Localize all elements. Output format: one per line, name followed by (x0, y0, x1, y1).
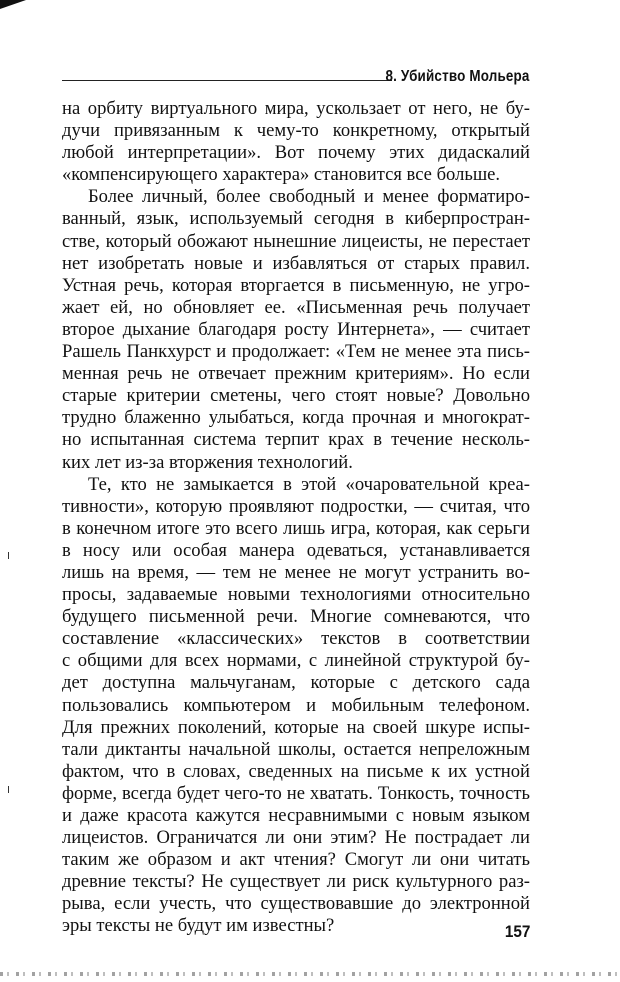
text-line: Устная речь, которая вторгается в письменную, не угро- (62, 274, 530, 296)
text-line: но испытанная система терпит крах в течение несколь- (62, 429, 530, 451)
text-line: Более личный, более свободный и менее форматиро- (88, 186, 530, 208)
text-line: дучи привязанным к чему-то конкретному, открытый (62, 120, 530, 142)
text-line: лишь на время, — тем не менее не могут устранить во- (62, 561, 530, 583)
paragraph-3 (62, 474, 530, 938)
text-line: пользовались компьютером и мобильным телефоном. (62, 694, 530, 716)
text-line: ванный, язык, используемый сегодня в киберпростран- (62, 208, 530, 230)
text-line: Те, кто не замыкается в этой «очаровательной креа- (88, 473, 530, 495)
text-line: фактом, что в словах, сведенных на письме к их устной (62, 760, 530, 782)
text-line: менная речь не отвечает прежним критериям». Но если (62, 363, 530, 385)
text-line: тали диктанты начальной школы, остается непреложным (62, 738, 530, 760)
text-line: нет изобретать новые и избавляться от старых правил. (62, 252, 530, 274)
corner-mark (0, 0, 26, 9)
scan-edge-noise (0, 972, 620, 976)
text-line: ких лет из-за вторжения технологий. (62, 451, 353, 473)
running-head (62, 58, 530, 86)
text-line: составление «классических» текстов в соответствии (62, 628, 530, 650)
paragraph-2 (62, 186, 530, 473)
text-line: в носу или особая манера одеваться, устанавливается (62, 539, 530, 561)
text-line: старые критерии сметены, чего стоят новые? Довольно (62, 385, 530, 407)
paragraph-1 (62, 98, 530, 186)
text-line: с общими для всех нормами, с линейной структурой бу- (62, 650, 530, 672)
text-line: стве, который обожают нынешние лицеисты, не перестает (62, 230, 530, 252)
text-line: жает ей, но обновляет ее. «Письменная речь получает (62, 296, 530, 318)
text-line: древние тексты? Не существует ли риск культурного раз- (62, 871, 530, 893)
header-rule (62, 80, 392, 81)
text-line: эры тексты не будут им известны? (62, 915, 335, 937)
text-line: форме, всегда будет чего-то не хватать. Тонкость, точность (62, 782, 530, 804)
text-line: любой интерпретации». Вот почему этих дидаскалий (62, 142, 530, 164)
text-line: «компенсирующего характера» становится все больше. (62, 164, 501, 186)
text-line: дет доступна мальчуганам, которые с детского сада (62, 672, 530, 694)
text-line: рыва, если учесть, что существовавшие до электронной (62, 893, 530, 915)
text-line: таким же образом и акт чтения? Смогут ли они читать (62, 849, 530, 871)
text-line: просы, задаваемые новыми технологиями относительно (62, 584, 530, 606)
text-line: в конечном итоге это всего лишь игра, которая, как серьги (62, 517, 530, 539)
chapter-title: 8. Убийство Мольера (385, 68, 530, 85)
body-text (62, 98, 530, 938)
text-line: Рашель Панкхурст и продолжает: «Тем не менее эта пись- (62, 341, 530, 363)
text-line: будущего письменной речи. Многие сомневаются, что (62, 606, 530, 628)
text-line: тивности», которую проявляют подростки, — считая, что (62, 495, 530, 517)
page-number: 157 (504, 922, 530, 941)
margin-mark (8, 786, 9, 793)
text-line: и даже красота кажутся несравнимыми с новым языком (62, 805, 530, 826)
text-line: на орбиту виртуального мира, ускользает от него, не бу- (62, 98, 530, 119)
text-line: Для прежних поколений, которые на своей шкуре испы- (62, 716, 530, 738)
text-line: лицеистов. Ограничатся ли они этим? Не пострадает ли (62, 827, 530, 849)
text-line: второе дыхание благодаря росту Интернета», — считает (62, 318, 530, 340)
margin-mark (8, 552, 9, 559)
text-line: трудно блаженно улыбаться, когда прочная и многократ- (62, 407, 530, 429)
